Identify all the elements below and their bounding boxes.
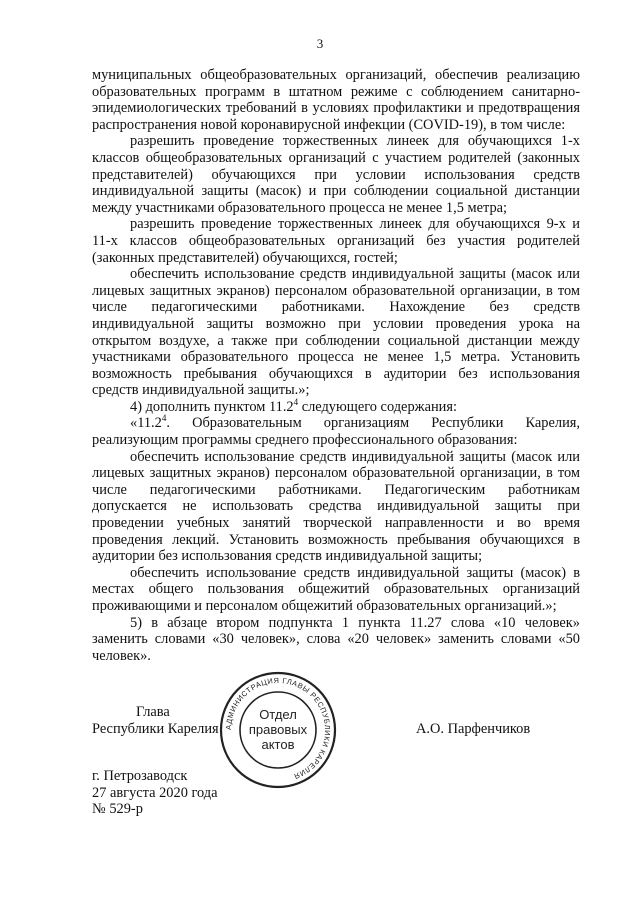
- footer-city: г. Петрозаводск: [92, 768, 188, 784]
- stamp-line3: актов: [261, 737, 295, 752]
- paragraph-grade9-11-lineups: разрешить проведение торжественных линеек для обучающихся 9-х и 11-х классов общеобразовательных организаций без участия родителей (законных представителей) обучающихся, гостей;: [92, 216, 580, 266]
- page-number: 3: [316, 36, 324, 51]
- paragraph-item4: 4) дополнить пунктом 11.2$^4$ следующего содержания:: [130, 397, 457, 415]
- paragraph-item-11-2-4: «11.2$^4$. Образовательным организациям Республики Карелия, реализующим программы среднего профессионального образования:: [92, 413, 580, 449]
- stamp-line2: правовых: [248, 722, 308, 737]
- paragraph-intro: муниципальных общеобразовательных организаций, обеспечив реализацию образовательных программ в штатном режиме с соблюдением санитарно-эпидемиологических требований в условиях профилактики и предотвращения распространения новой коронавирусной инфекции (COVID-19), в том числе:: [92, 67, 580, 133]
- footer-number: № 529-р: [92, 801, 143, 818]
- paragraph-ppe-vocational: обеспечить использование средств индивидуальной защиты (масок или лицевых защитных экранов) персоналом образовательной организации, в том числе педагогическими работниками. Педагогическим работникам допускается не использовать средства индивидуальной защиты при проведении учебных занятий творческой направленности и во время проведения лекций. Установить возможность пребывания обучающихся в аудитории без использования средств индивидуальной защиты;: [92, 448, 580, 565]
- official-stamp: [218, 670, 338, 790]
- paragraph-ppe-staff: обеспечить использование средств индивидуальной защиты (масок или лицевых защитных экранов) персоналом образовательной организации, в том числе педагогическими работниками. Нахождение без средств индивидуальной защиты возможно при условии проведения урока на открытом воздухе, а также при соблюдении социальной дистанции между участниками образовательного процесса не менее 1,5 метра. Установить возможность пребывания обучающихся в аудитории без использования средств индивидуальной защиты.»;: [92, 266, 580, 399]
- paragraph-grade1-lineups: разрешить проведение торжественных линеек для обучающихся 1-х классов общеобразовательных организаций с участием родителей (законных представителей) обучающихся при условии использования средств индивидуальной защиты (масок) и при соблюдении социальной дистанции между участниками образовательного процесса не менее 1,5 метра;: [92, 133, 580, 216]
- footer-date: 27 августа 2020 года: [92, 784, 218, 801]
- stamp-ring-text: АДМИНИСТРАЦИЯ ГЛАВЫ РЕСПУБЛИКИ КАРЕЛИЯ: [223, 675, 333, 782]
- stamp-line1: Отдел: [259, 707, 297, 722]
- document-body: [92, 67, 580, 664]
- document-footer: [92, 768, 218, 818]
- signature-title-line1: Глава: [136, 704, 170, 720]
- signature-title-line2: Республики Карелия: [92, 721, 219, 737]
- signature-name: А.О. Парфенчиков: [416, 721, 531, 737]
- paragraph-ppe-dormitories: обеспечить использование средств индивидуальной защиты (масок) в местах общего пользования общежитий образовательных организаций проживающими и персоналом общежитий образовательных организаций.»;: [92, 564, 580, 614]
- paragraph-item5: 5) в абзаце втором подпункта 1 пункта 11.27 слова «10 человек» заменить словами «30 человек», слова «20 человек» заменить словами «50 человек».: [92, 614, 580, 664]
